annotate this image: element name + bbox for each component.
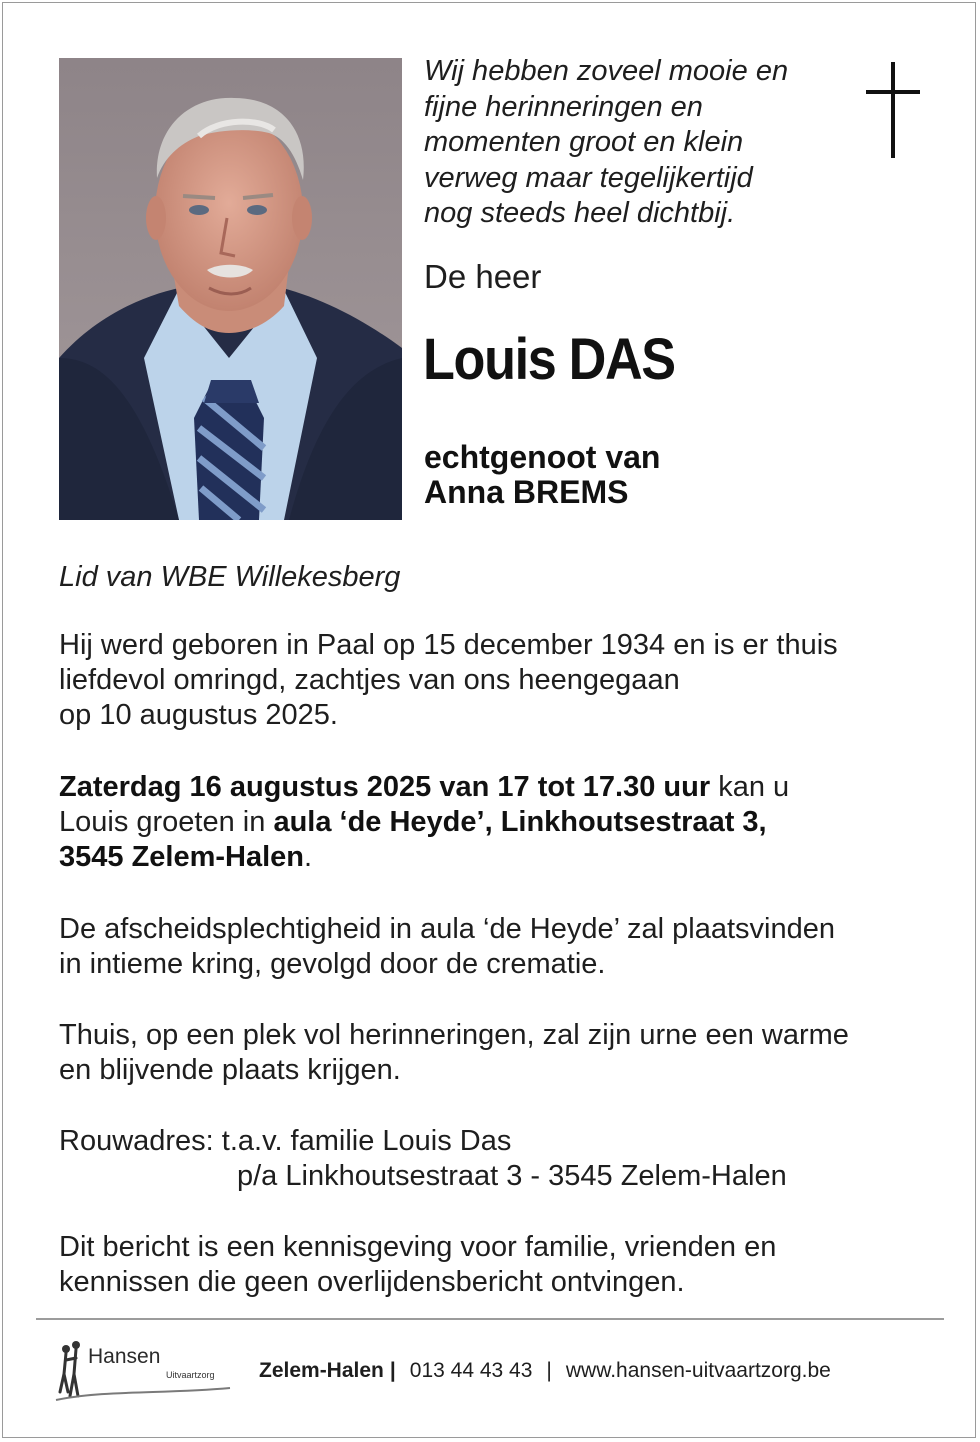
footer-city: Zelem-Halen — [259, 1359, 384, 1382]
paragraph-line: Dit bericht is een kennisgeving voor familie, vrienden en — [59, 1231, 777, 1263]
latin-cross-icon — [866, 62, 920, 158]
logo-wordmark: Hansen — [88, 1345, 161, 1368]
paragraph-line: op 10 augustus 2025. — [59, 699, 338, 731]
paragraph-line: in intieme kring, gevolgd door de crematie. — [59, 948, 606, 980]
paragraph-line: Hij werd geboren in Paal op 15 december 1934 en is er thuis — [59, 629, 838, 661]
paragraph-line: De afscheidsplechtigheid in aula ‘de Heyde’ zal plaatsvinden — [59, 913, 835, 945]
footer-website[interactable]: www.hansen-uitvaartzorg.be — [565, 1359, 831, 1382]
visitation-text: Louis groeten in — [59, 806, 274, 838]
portrait-photo — [59, 58, 402, 520]
visitation-city: 3545 Zelem-Halen — [59, 841, 305, 873]
visitation-place: aula ‘de Heyde’, Linkhoutsestraat 3, — [273, 806, 767, 838]
footer-separator: | — [546, 1359, 552, 1382]
paragraph-line: Thuis, op een plek vol herinneringen, zal zijn urne een warme — [59, 1019, 849, 1051]
poem-line: verweg maar tegelijkertijd — [424, 161, 753, 194]
visitation-end: . — [304, 841, 313, 873]
address-line: Rouwadres: t.a.v. familie Louis Das — [59, 1125, 512, 1157]
spouse-name: Anna BREMS — [424, 474, 629, 510]
spouse-block — [424, 440, 660, 510]
honorific-title: De heer — [424, 258, 542, 295]
mourning-address — [59, 1124, 787, 1194]
ceremony-paragraph — [59, 912, 835, 982]
footer-contact — [259, 1359, 831, 1383]
address-line: p/a Linkhoutsestraat 3 - 3545 Zelem-Halen — [237, 1160, 787, 1192]
deceased-name: Louis DAS — [423, 327, 675, 392]
club-membership: Lid van WBE Willekesberg — [59, 561, 401, 593]
paragraph-line: kennissen die geen overlijdensbericht ontvingen. — [59, 1266, 685, 1298]
paragraph-line: liefdevol omringd, zachtjes van ons heengegaan — [59, 664, 680, 696]
poem-line: fijne herinneringen en — [424, 90, 703, 123]
spouse-relation: echtgenoot van — [424, 439, 661, 475]
visitation-text: kan u — [710, 771, 790, 803]
poem-line: nog steeds heel dichtbij. — [424, 197, 736, 229]
memorial-poem — [424, 54, 788, 232]
footer-phone[interactable]: 013 44 43 43 — [409, 1359, 533, 1382]
footer-separator: | — [389, 1359, 396, 1382]
visitation-date: Zaterdag 16 augustus 2025 van 17 tot 17.30 uur — [59, 771, 711, 803]
logo-subtitle: Uitvaartzorg — [166, 1370, 215, 1380]
footer-divider — [36, 1318, 944, 1320]
visitation-paragraph — [59, 770, 789, 875]
urn-paragraph — [59, 1018, 849, 1088]
paragraph-line: en blijvende plaats krijgen. — [59, 1054, 401, 1086]
notice-paragraph — [59, 1230, 776, 1300]
poem-line: momenten groot en klein — [424, 126, 744, 158]
poem-line: Wij hebben zoveel mooie en — [424, 55, 789, 87]
birth-death-paragraph — [59, 628, 838, 733]
